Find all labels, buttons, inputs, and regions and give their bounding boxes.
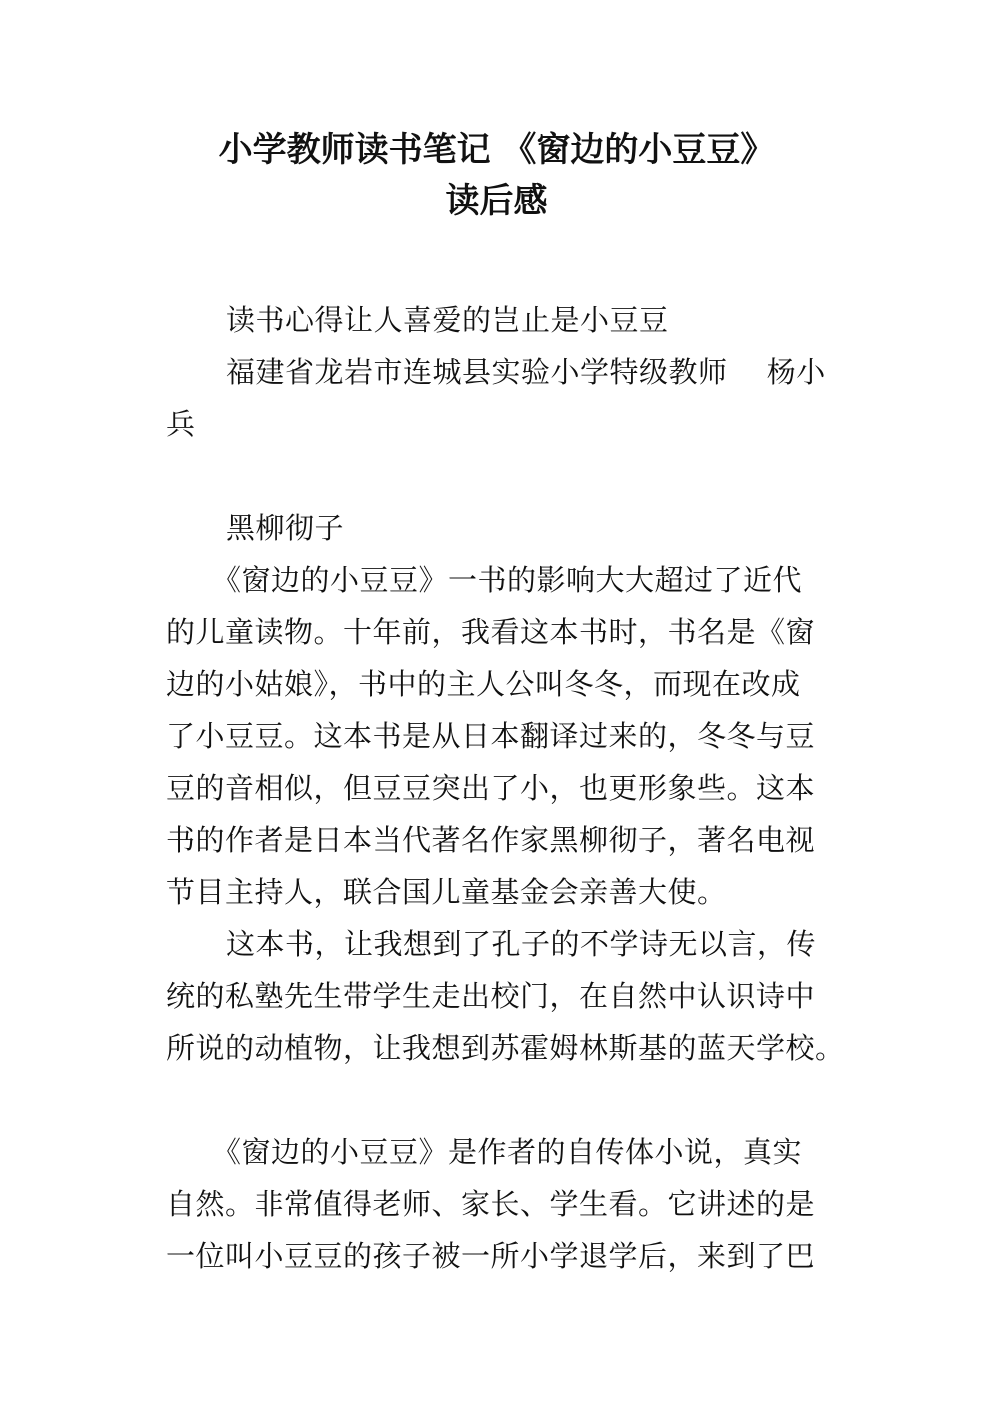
paragraph-line: 节目主持人，联合国儿童基金会亲善大使。 bbox=[166, 875, 727, 909]
paragraph-line: 边的小姑娘》，书中的主人公叫冬冬，而现在改成 bbox=[166, 667, 801, 701]
paragraph-line: 了小豆豆。这本书是从日本翻译过来的，冬冬与豆 bbox=[166, 719, 816, 753]
paragraph-line: 一位叫小豆豆的孩子被一所小学退学后，来到了巴 bbox=[166, 1239, 816, 1273]
author-line-cont: 兵 bbox=[166, 407, 196, 441]
paragraph-line: 《窗边的小豆豆》一书的影响大大超过了近代 bbox=[212, 563, 803, 597]
book-author: 黑柳彻子 bbox=[226, 511, 345, 545]
paragraph-line: 《窗边的小豆豆》是作者的自传体小说，真实 bbox=[212, 1135, 803, 1169]
paragraph-line: 豆的音相似，但豆豆突出了小，也更形象些。这本 bbox=[166, 771, 816, 805]
paragraph-line: 的儿童读物。十年前，我看这本书时，书名是《窗 bbox=[166, 615, 816, 649]
author-line: 福建省龙岩市连城县实验小学特级教师 杨小 bbox=[226, 355, 826, 389]
paragraph-line: 所说的动植物，让我想到苏霍姆林斯基的蓝天学校。 bbox=[166, 1031, 845, 1065]
paragraph-line: 统的私塾先生带学生走出校门，在自然中认识诗中 bbox=[166, 979, 816, 1013]
subtitle: 读书心得让人喜爱的岂止是小豆豆 bbox=[226, 303, 669, 337]
title-line-1: 小学教师读书笔记 《窗边的小豆豆》 bbox=[218, 130, 775, 170]
title-line-2: 读后感 bbox=[445, 181, 548, 221]
paragraph-line: 书的作者是日本当代著名作家黑柳彻子，著名电视 bbox=[166, 823, 816, 857]
paragraph-line: 这本书，让我想到了孔子的不学诗无以言，传 bbox=[226, 927, 817, 961]
paragraph-line: 自然。非常值得老师、家长、学生看。它讲述的是 bbox=[166, 1187, 816, 1221]
